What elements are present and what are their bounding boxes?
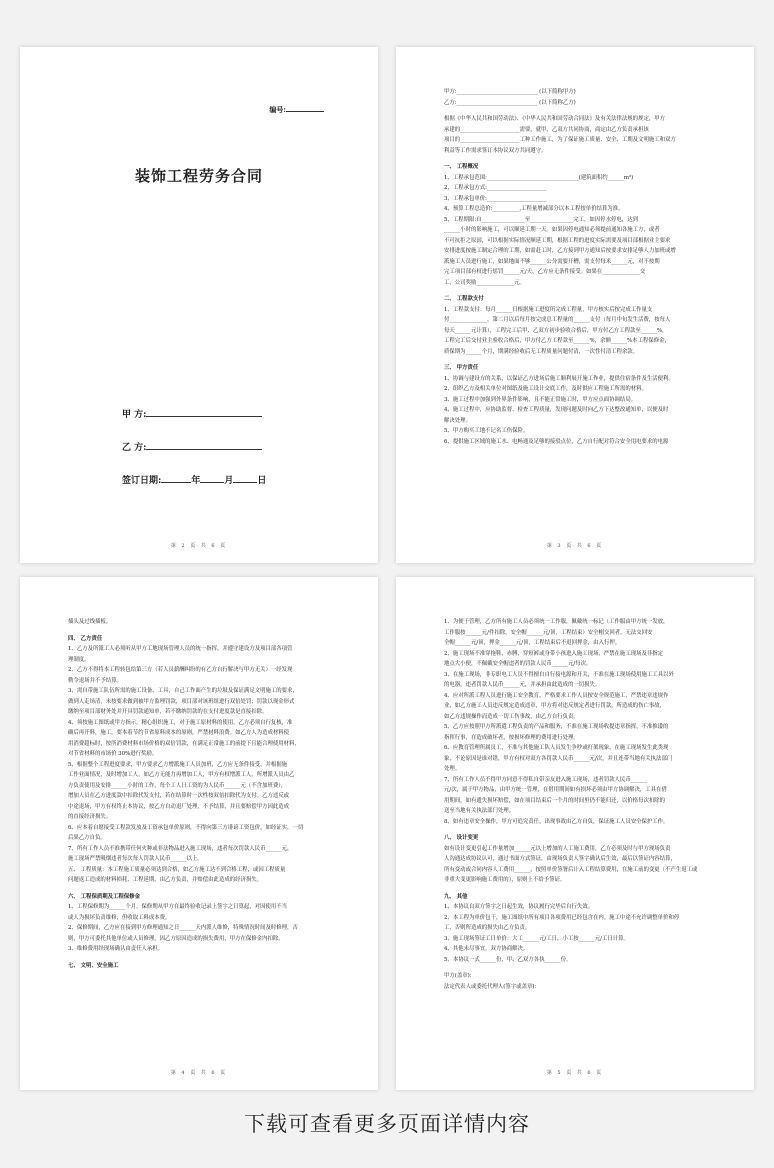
month-label: 月 bbox=[224, 476, 234, 486]
body-line: 5、根据整个工程进度要求，甲方要求乙方增派施工人员加班，乙方应无条件接受，并根据施 bbox=[68, 761, 288, 768]
body-line: 1、工程款支付：每月______日根据施工进度所完成工程量，甲方核实后按完成工作量支 bbox=[444, 306, 653, 313]
section-heading: 四、 乙方责任 bbox=[68, 635, 103, 642]
body-line: 5、工程期限:自________________至________________完工，如因停水停电，达到 bbox=[444, 216, 638, 223]
body-line: 1、协调与建设方的关系，以保证乙方进场后施工顺利展开施工作业，提供住宿条件及生活便利。 bbox=[444, 375, 674, 382]
year-blank bbox=[161, 474, 191, 483]
sign-date-label: 签订日期: bbox=[122, 476, 162, 486]
body-line: 送至当地有关执法部门处理。 bbox=[444, 808, 515, 814]
body-line: 1、本协议自双方签字之日起生效，协议履行完毕后自行失效。 bbox=[444, 904, 593, 910]
body-line: 非重大变更影响施工费用的），原则上不给予签证。 bbox=[444, 877, 566, 883]
body-line: 5、甲方购买工地不记名工伤保险。 bbox=[444, 428, 529, 434]
contract-number-label: 编号: bbox=[269, 105, 286, 114]
body-line: 7、所有工作人员不准携带任何火种或非法物品进入施工现场，违者每次罚款人民币______元， bbox=[68, 845, 293, 852]
body-line: 4、应对所派工程人员进行施工安全教育，严格要求工作人员按安全规范施工，严禁违章违规作 bbox=[444, 692, 669, 699]
body-line: 五、 工程质量：本工程施工质量必须达到合格，如乙方施工达不到合格工程，或因工程质量 bbox=[68, 866, 286, 873]
body-line: 后果乙方自负。 bbox=[68, 835, 106, 841]
body-line: 2、保修期间，乙方应在接到甲方修理通知之日______天内派人维修，特殊情况时间及时修理，否 bbox=[68, 925, 298, 931]
body-line: 中途退场，甲方有权终止本协议，按乙方自动退厂处理，不予结算，并且要赔偿甲方因此造成 bbox=[68, 803, 290, 810]
body-line: 所有变动或合同内容人工费用______，按照单价签署后计入工程结算费用，在施工前的变更（不产生返工或 bbox=[444, 866, 698, 873]
body-line: 3、工程承包单价:______________________ bbox=[444, 195, 547, 202]
body-line: 乙方:______________________________ (以下简称乙方) bbox=[444, 99, 576, 106]
body-line: 6、应本着自愿接受工程款发放及工资承包单价原则，不得向第三方诽谤工资包价，如经证实，一切 bbox=[68, 824, 304, 831]
body-line: 完工项目部有权进行惩罚______元/天，乙方应无条件接受。如果在______________交 bbox=[444, 269, 646, 275]
party-a-field bbox=[122, 407, 262, 420]
page-2-cover bbox=[20, 47, 378, 563]
body-line: 质保期为______个月，期满经验收后无工程质量问题付清，一次性付清工程余款。 bbox=[444, 348, 639, 355]
body-line: 3、维修费用经现场确认由责任人承担。 bbox=[68, 946, 164, 952]
body-line: 4、预算工程总造价:__________,工程量增减部分以本工程按单价结算为准。 bbox=[444, 206, 624, 212]
section-heading: 八、 设计变更 bbox=[444, 835, 479, 841]
page-number: 第 3 页 共 6 页 bbox=[546, 543, 604, 549]
body-line: 2、乙方不得将本工程转包给第三方（若人员薪酬纠纷的有乙方自行解决与甲方无关）一经发现 bbox=[68, 667, 293, 673]
body-line: 解决处理。 bbox=[444, 417, 471, 424]
body-line: 4、须按施工图纸或甲方指示，精心组织施工，对于施工原材料的使用，乙方必须自行复核，准 bbox=[68, 719, 293, 726]
body-line: 4、其他未尽事宜，双方协商解决。 bbox=[444, 946, 529, 952]
body-line: 2、本工程为单价包干，施工图纸中所有项目各项费用已经包含在内。施工中途不允许调整单价和停 bbox=[444, 914, 680, 921]
body-line: 6、提供施工区域的施工水、电畅通及足够的接驳点位，乙方自行配对符合安全用电要求的电源 bbox=[444, 438, 669, 445]
body-line: 甲方:______________________________ (以下简称甲方) bbox=[444, 89, 576, 95]
page-4-body bbox=[68, 617, 348, 971]
body-line: 4、施工过程中，应协助监督、检查工程质量，发现问题及时向乙方下达整改通知单，以便及时 bbox=[444, 407, 669, 413]
body-line: 方负责使用及安排______小时的工作，每个工人日工资的为人民币______元（不含加班费）， bbox=[68, 782, 287, 789]
body-line: 指挥行事，在造成破坏者，按损坏修理的费用进行处理。 bbox=[444, 734, 579, 741]
page-number: 第 4 页 共 6 页 bbox=[170, 1070, 228, 1076]
party-b-blank bbox=[146, 441, 262, 450]
body-line: 元/次，属于甲方物品，由甲方统一管理，在借用期间如有损坏必须由甲方协调解决，工具在借 bbox=[444, 787, 667, 793]
body-line: 的直接经济损失。 bbox=[68, 814, 112, 820]
body-line: 用期间，如有遗失损坏赔偿，如在项目结束后一个月的时间里仍不能归还，以价格每次扣除的 bbox=[444, 797, 666, 804]
body-line: 工，否则所造成的损失由乙方负责。 bbox=[444, 925, 531, 931]
body-line: 承建的______________________需要，就甲、乙双方共同协商，商定由乙方负责承担该 bbox=[444, 126, 649, 133]
contract-number bbox=[269, 105, 324, 115]
body-line: 人沟通达成协议认可，通过书面方式签证，由现场负责人签字确认后生效，最后以签证内容结算， bbox=[444, 856, 676, 862]
section-heading: 三、 甲方责任 bbox=[444, 365, 479, 371]
body-line: 法定代表人或委托代理人(签字或盖章): bbox=[444, 983, 537, 990]
body-line: 处理。 bbox=[444, 766, 461, 772]
body-line: 理制度。 bbox=[68, 656, 90, 663]
body-line: 派施工人员进行施工，如果地面不够______公分需要开槽，需支付每米______元，对不按期 bbox=[444, 258, 660, 265]
body-line: 全帽______元/顶，押金______元/顶，工程结束后不退回押金，由入行押。 bbox=[444, 640, 621, 646]
body-line: 3、在施工现场，非专职电工人员不得擅自自行接电源和开关，不准在施工现场使用施工工具以外 bbox=[444, 671, 674, 678]
section-heading: 九、 其他 bbox=[444, 893, 468, 900]
download-more-caption: 下载可查看更多页面详情内容 bbox=[244, 1112, 530, 1136]
body-line: 3、施工现场签证工日单价：大工______元/工日，小工按______元/工日计算。 bbox=[444, 935, 629, 942]
section-heading: 七、 文明、安全施工 bbox=[68, 962, 119, 969]
year-label: 年 bbox=[191, 476, 201, 486]
page-3 bbox=[396, 47, 754, 563]
body-line: 7、所有工作人员不得甲方同意不得私自带亲友进入施工现场，违者罚款人民币______ bbox=[444, 776, 647, 783]
body-line: 地点大小便，不佩戴安全帽违者的罚款人民币______元/每次。 bbox=[444, 661, 592, 667]
body-line: 每天______元计算），工程完工后甲、乙双方初步验收合格后，甲方付乙方工程款至______%， bbox=[444, 327, 668, 334]
party-a-blank bbox=[146, 408, 262, 417]
body-line: 1、工程保修期为______个月，保修期从甲方在最终验收记录上签字之日算起，对因使用不当 bbox=[68, 904, 288, 910]
body-line: 工作业面情况，及时增加工人，如乙方无能力再增加工人，甲方有权增派工人，所增派人员由乙 bbox=[68, 772, 295, 778]
body-line: 的电器，违者罚款人民币______元，并承担由此造成的一切损失。 bbox=[444, 682, 601, 688]
body-line: 增加人员在乙方进度款中扣除代发支付，若在结算时一次性按双倍扣除代为支付。乙方违反或 bbox=[68, 793, 290, 799]
body-line: 根据《中华人民共和国劳动法》、《中华人民共和国劳动合同法》及有关法律法规的规定，甲方 bbox=[444, 116, 666, 122]
body-line: 安排进度按施工制定合理的工期，如需赶工时，乙方接到甲方通知后按要求安排足够人力加班或增 bbox=[444, 248, 676, 254]
body-line: 付______________，第二月以后每月按完成总工程量的______支付（每月中旬发生活费，按每人 bbox=[444, 317, 671, 323]
page-5-body bbox=[444, 617, 724, 992]
body-line: 如有设计变更引起工作量增加______元以上增加的人工施工费用，乙方必须及时与甲方现场负责 bbox=[444, 845, 671, 852]
body-line: 5、乙方应按照甲方所派遣工程负责的产品和服务，不准在施工现场收提违章指挥，不准推诿的 bbox=[444, 724, 669, 730]
body-line: 2、组织乙方及相关单位对图纸及施工设计交底工作，及时供应工程施工所需的材料。 bbox=[444, 386, 647, 392]
month-blank bbox=[200, 474, 224, 483]
body-line: 勒令退场并不予结算。 bbox=[68, 677, 122, 684]
section-heading: 一、 工程概况 bbox=[444, 164, 479, 170]
body-line: 6、应教育管理所属员工，不准与其他施工队人员发生争吵或打架现象，在施工现场发生此类现 bbox=[444, 745, 669, 751]
body-line: 甲方(盖章): bbox=[444, 973, 472, 979]
day-blank bbox=[233, 474, 257, 483]
contract-title: 装饰工程劳务合同 bbox=[134, 167, 263, 185]
body-line: 项目的______________________工种工作施工，为了保证施工质量、安全、工期及文明施工和双方 bbox=[444, 137, 676, 143]
body-line: 8、如有违章安全操作，甲方可追究责任，出现事故由乙方自负，保证施工人员安全保护工作。 bbox=[444, 818, 669, 825]
body-line: 问题返工造成的材料损耗、工程延期，由乙方负责，并赔偿由此造成的经济损失。 bbox=[68, 877, 263, 883]
body-line: 对节省材料的市场价 30%进行奖励。 bbox=[68, 751, 158, 757]
body-line: 插头及过线插板。 bbox=[68, 619, 112, 625]
body-line: 象，不论原因是谁对错，甲方有权对双方各罚款人民币______元/次，并且连带当地有关执法部门 bbox=[444, 755, 673, 762]
section-heading: 二、 工程款支付 bbox=[444, 296, 484, 302]
body-line: 2、施工现场不准穿拖鞋、赤膊，穿短裤或身带小孩进入施工现场，严禁在施工现场及非指定 bbox=[444, 650, 664, 657]
body-line: 确后再开料，施工，要本着节约节省原料成本的原则，严禁材料浪费。如乙方人为造成材料使 bbox=[68, 730, 290, 736]
body-line: 2、工程承包方式:______________________ bbox=[444, 185, 547, 191]
body-line: 或人为损坏负责维修，但收取工料成本费。 bbox=[68, 914, 171, 921]
body-line: 1、为便于管理，乙方所有施工人员必须统一工作服，佩戴统一标记（工作服由甲方统一发放， bbox=[444, 619, 669, 625]
body-line: 不可抗拒之原因，可以根据实际情况顺延工期，根据工程的进度实际需要及项目部根据业主要求 bbox=[444, 237, 671, 244]
party-b-field bbox=[122, 440, 262, 453]
section-heading: 六、 工程保质期及工程保修金 bbox=[68, 893, 140, 900]
page-5 bbox=[396, 577, 754, 1090]
sign-date-field bbox=[122, 473, 266, 486]
page-number: 第 5 页 共 6 页 bbox=[546, 1070, 604, 1076]
body-line: 缴纳至项目部财务处并开具罚款通知单，若不缴纳罚款的在支付进度款是直接扣除。 bbox=[68, 709, 268, 715]
party-b-label: 乙 方: bbox=[122, 443, 147, 453]
body-line: 工程完工后交付业主验收合格后，甲方付乙方工程款至______%，余额______%本工程保修金， bbox=[444, 338, 670, 344]
contract-number-blank bbox=[286, 105, 324, 112]
body-line: ______小时的影响施工，可以顺延工期一天。如果因停电通知必须提前通知各施工方，或者 bbox=[444, 227, 660, 233]
body-line: 如乙方违规操作而造成一切工伤事故，由乙方自行负责。 bbox=[444, 713, 579, 720]
body-line: 工作服按______元/件扣除，安全帽______元/顶，工程结束）安全帽交回者，无法交回安 bbox=[444, 629, 653, 636]
body-line: 5、本协议一式______份，甲、乙双方各执______份。 bbox=[444, 956, 572, 963]
body-line: 用消费超标时，按所消费材料市场价格的双倍罚款，在满足正常施工的前提下且能合理使用材料， bbox=[68, 740, 300, 747]
body-line: 做到人走场清，未按要求做到被甲方监理罚款，项目部对该班组进行双倍处罚；罚款以现金形式 bbox=[68, 698, 295, 705]
body-line: 利益等工作需求签订本协议双方共同遵守。 bbox=[444, 147, 547, 154]
body-line: 工，公司奖励______________元。 bbox=[444, 279, 525, 286]
page-4 bbox=[20, 577, 378, 1090]
body-line: 1、工程承包范围:__________________________________(建筑面积约______m²) bbox=[444, 174, 634, 181]
body-line: 1、乙方及所派工人必须听从甲方工地现场管理人员的统一指挥，并遵守建设方及项目部各项管 bbox=[68, 646, 293, 652]
page-number: 第 2 页 共 6 页 bbox=[170, 543, 228, 549]
party-a-label: 甲 方: bbox=[122, 410, 147, 420]
day-label: 日 bbox=[257, 476, 267, 486]
body-line: 业，如乙方施工人员违反规定造成违章，甲方将对违反规定者进行罚款，所造成的伤亡事故， bbox=[444, 703, 666, 709]
body-line: 施工现场严禁吸烟违者每次每人罚款人民币______以上。 bbox=[68, 856, 203, 862]
body-line: 3、施工过程中加强到外界条件影响，且不能正常施工时，甲方应点面协调结局。 bbox=[444, 396, 637, 403]
body-line: 则，甲方可委托其他单位或人员修理，因乙方原因造成的损失费用，甲方在保修金内扣除。 bbox=[68, 935, 284, 942]
body-line: 3、需自带施工队伍所需的施工设备、工具，自己工作面产生的垃圾及保证满足文明施工的要求， bbox=[68, 688, 298, 694]
page-3-body bbox=[444, 87, 724, 447]
